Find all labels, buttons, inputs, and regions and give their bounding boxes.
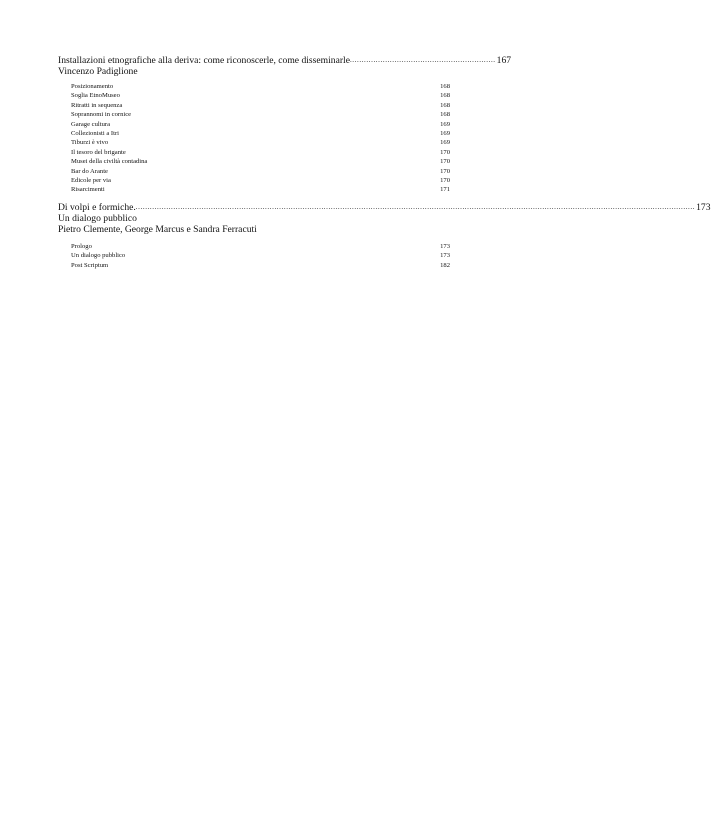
toc-subitem	[71, 101, 450, 110]
toc-entry-title: Installazioni etnografiche alla deriva: come riconoscerle, come disseminarle	[58, 55, 350, 66]
toc-subitem-page: 171	[440, 186, 450, 194]
toc-subitem	[71, 261, 450, 270]
toc-subitem	[71, 120, 450, 129]
toc-subitem-label: Risarcimenti	[71, 186, 105, 194]
toc-entry-subtitle: Un dialogo pubblico	[58, 213, 137, 224]
toc-subitem-page: 173	[440, 252, 450, 260]
toc-entry-title: Di volpi e formiche.	[58, 202, 136, 213]
toc-subitem	[71, 82, 450, 91]
toc-entry-installazioni	[58, 55, 512, 77]
toc-entry-author: Pietro Clemente, George Marcus e Sandra Ferracuti	[58, 224, 257, 235]
toc-main-line	[58, 55, 512, 66]
leader-dots: ..............................................................................................................................................................................................................................................	[135, 203, 696, 211]
toc-subitem-page: 168	[440, 101, 450, 109]
toc-entry-author: Vincenzo Padiglione	[58, 66, 138, 77]
toc-entry-volpi-formiche	[58, 202, 711, 235]
toc-main-line	[58, 202, 711, 213]
toc-subitem	[71, 251, 450, 260]
toc-subitem-page: 170	[440, 177, 450, 185]
toc-subitem-page: 168	[440, 83, 450, 90]
toc-subitem-label: Il tesoro del brigante	[71, 148, 126, 156]
toc-subitem-label: Garage cultura	[71, 120, 110, 128]
toc-subitem-label: Edicole per via	[71, 177, 111, 185]
toc-subitem-label: Soprannomi in cornice	[71, 111, 132, 119]
toc-subitem-label: Collezionisti a Itri	[71, 130, 119, 138]
toc-subitem	[71, 176, 450, 185]
toc-sublist-installazioni	[71, 82, 450, 195]
toc-subitem-label: Tiburzi è vivo	[71, 139, 109, 147]
toc-subitem	[71, 148, 450, 157]
toc-subitem-label: Prologo	[71, 243, 92, 250]
toc-subitem-page: 170	[440, 158, 450, 166]
toc-subitem-label: Un dialogo pubblico	[71, 252, 126, 260]
toc-subitem	[71, 185, 450, 194]
toc-subitem	[71, 129, 450, 138]
leader-dots: ..............................................................	[349, 56, 496, 64]
toc-subitem-label: Ritratti in sequenza	[71, 101, 123, 109]
toc-subitem	[71, 91, 450, 100]
toc-subitem-page: 169	[440, 139, 450, 147]
toc-subitem-page: 173	[440, 243, 450, 250]
toc-subitem-page: 169	[440, 120, 450, 128]
toc-subitem-page: 182	[440, 261, 450, 269]
toc-subitem-label: Posizionamento	[71, 83, 114, 90]
toc-subitem-page: 168	[440, 92, 450, 100]
toc-subitem	[71, 242, 450, 251]
toc-subitem-label: Soglia EtnoMuseo	[71, 92, 120, 100]
toc-subitem	[71, 138, 450, 147]
toc-entry-page: 167	[496, 55, 512, 66]
toc-subitem	[71, 110, 450, 119]
toc-subitem-label: Musei della civiltà contadina	[71, 158, 148, 166]
toc-subitem-page: 170	[440, 148, 450, 156]
toc-entry-page: 173	[696, 202, 711, 213]
toc-subitem-label: Bar do Arante	[71, 167, 108, 175]
toc-sublist-volpi-formiche	[71, 242, 450, 270]
toc-subitem-page: 170	[440, 167, 450, 175]
toc-subitem	[71, 157, 450, 166]
toc-subitem-label: Post Scriptum	[71, 261, 109, 269]
toc-subitem	[71, 167, 450, 176]
toc-subitem-page: 168	[440, 111, 450, 119]
toc-subitem-page: 169	[440, 130, 450, 138]
